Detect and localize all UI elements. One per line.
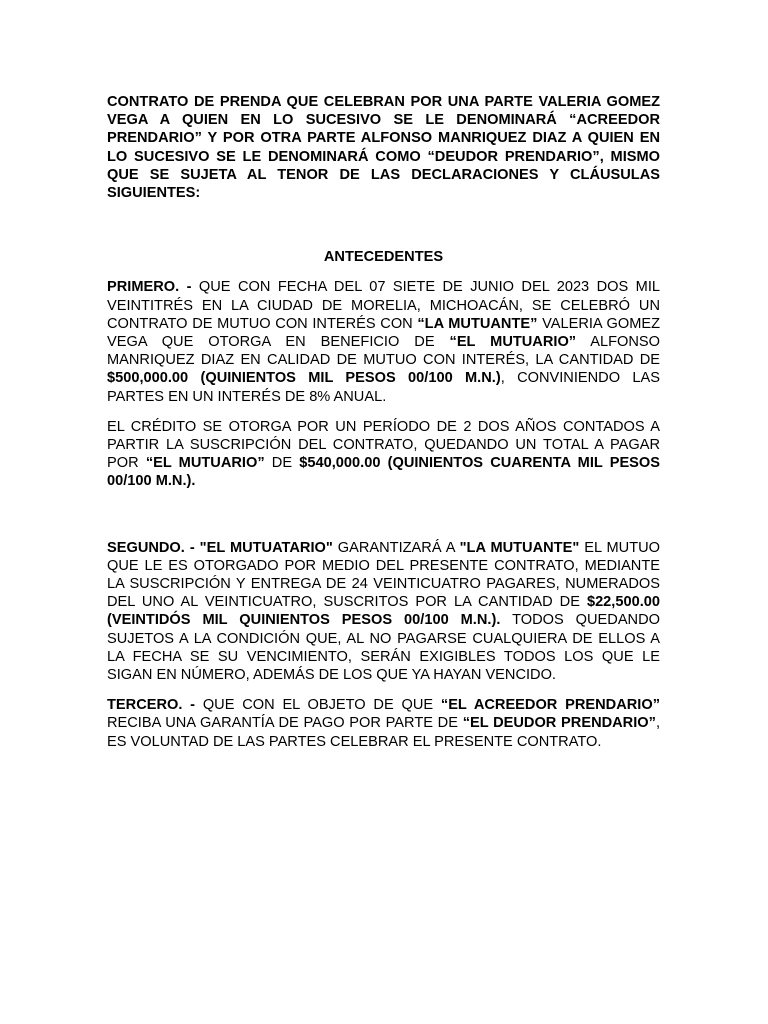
party-name-el-mutuario: “EL MUTUARIO” (145, 455, 265, 472)
paragraph-text: GARANTIZARÁ A (332, 539, 460, 556)
paragraph-segundo (107, 539, 660, 685)
clause-label-tercero: TERCERO. - (107, 697, 196, 714)
party-name-el-deudor-prendario: “EL DEUDOR PRENDARIO” (462, 715, 656, 732)
paragraph-text: QUE CON FECHA DEL 07 SIETE DE JUNIO DEL 2023 DOS MIL VEINTITRÉS EN LA CIUDAD DE MORELIA, MICHOACÁN, SE CELEBRÓ UN CONTRATO DE MUTUO CON INTERÉS CON (107, 279, 661, 332)
paragraph-primero (107, 278, 660, 405)
paragraph-text: DE (264, 455, 300, 472)
party-name-el-mutuario: “EL MUTUARIO” (449, 334, 577, 351)
party-name-la-mutuante: "LA MUTUANTE" (459, 539, 580, 556)
document-page (107, 93, 660, 751)
clause-label-segundo: SEGUNDO. - (107, 539, 195, 556)
clause-label-primero: PRIMERO. - (107, 279, 192, 296)
section-heading-antecedentes: ANTECEDENTES (323, 249, 444, 266)
paragraph-text: , ES VOLUNTAD DE LAS PARTES CELEBRAR EL PRESENTE CONTRATO. (107, 715, 660, 750)
paragraph-text: EL CRÉDITO SE OTORGA POR UN PERÍODO DE 2 DOS AÑOS CONTADOS A PARTIR LA SUSCRIPCIÓN DEL CONTRATO, QUEDANDO UN TOTAL A PAGAR POR (107, 418, 660, 472)
paragraph-text: , CONVINIENDO LAS PARTES EN UN INTERÉS DE 8% ANUAL. (107, 370, 660, 405)
party-name-el-acreedor-prendario: “EL ACREEDOR PRENDARIO” (440, 697, 660, 714)
installment-amount: $22,500.00 (VEINTIDÓS MIL QUINIENTOS PESOS 00/100 M.N.). (107, 594, 660, 629)
party-name-la-mutuante: “LA MUTUANTE” (417, 315, 538, 332)
paragraph-credito (107, 418, 660, 491)
paragraph-text: EL MUTUO QUE LE ES OTORGADO POR MEDIO DEL PRESENTE CONTRATO, MEDIANTE LA SUSCRIPCIÓN Y ENTREGA DE 24 VEINTICUATRO PAGARES, NUMERADOS DEL UNO AL VEINTICUATRO, SUSCRITOS POR LA CANTIDAD DE (107, 539, 661, 611)
paragraph-text: QUE CON EL OBJETO DE QUE (195, 697, 441, 714)
paragraph-text: TODOS QUEDANDO SUJETOS A LA CONDICIÓN QUE, AL NO PAGARSE CUALQUIERA DE ELLOS A LA FECHA SE SU VENCIMIENTO, SERÁN EXIGIBLES TODOS LOS QUE LE SIGAN EN NÚMERO, ADEMÁS DE LOS QUE YA HAYAN VENCIDO. (107, 612, 660, 684)
paragraph-text: ALFONSO MANRIQUEZ DIAZ EN CALIDAD DE MUTUO CON INTERÉS, LA CANTIDAD DE (107, 334, 660, 369)
party-name-el-mutuatario: "EL MUTUATARIO" (199, 539, 333, 556)
paragraph-tercero (107, 696, 660, 751)
loan-amount: $500,000.00 (QUINIENTOS MIL PESOS 00/100 M.N.) (107, 370, 501, 387)
paragraph-text: VALERIA GOMEZ VEGA QUE OTORGA EN BENEFICIO DE (107, 315, 661, 351)
contract-title: CONTRATO DE PRENDA QUE CELEBRAN POR UNA PARTE VALERIA GOMEZ VEGA A QUIEN EN LO SUCESIVO SE LE DENOMINARÁ “ACREEDOR PRENDARIO” Y POR OTRA PARTE ALFONSO MANRIQUEZ DIAZ A QUIEN EN LO SUCESIVO SE LE DENOMINARÁ COMO “DEUDOR PRENDARIO”, MISMO QUE SE SUJETA AL TENOR DE LAS DECLARACIONES Y CLÁUSULAS SIGUIENTES: (107, 94, 660, 202)
total-amount: $540,000.00 (QUINIENTOS CUARENTA MIL PESOS 00/100 M.N.). (107, 455, 660, 490)
paragraph-text: RECIBA UNA GARANTÍA DE PAGO POR PARTE DE (107, 715, 463, 732)
